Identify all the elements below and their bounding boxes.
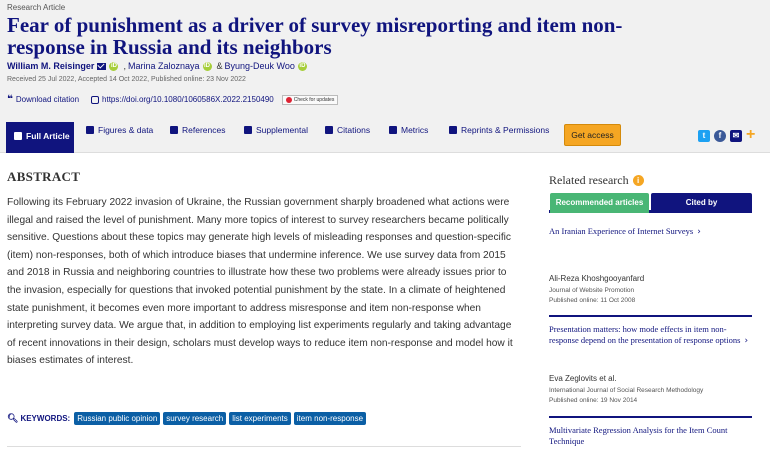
keyword-tag[interactable]: list experiments: [229, 412, 291, 425]
article-header: [0, 0, 770, 112]
keywords-label-wrap: [7, 414, 70, 424]
related-article: [549, 425, 752, 447]
author-separator: &: [216, 61, 223, 71]
related-article-title-link[interactable]: Multivariate Regression Analysis for the Item Count Technique: [549, 425, 728, 446]
tab-recommended-articles[interactable]: Recommended articles: [550, 193, 649, 213]
keyword-tag[interactable]: survey research: [163, 412, 226, 425]
related-divider: [549, 416, 752, 418]
related-article-title-link[interactable]: [549, 226, 752, 238]
related-article-date: Published online: 11 Oct 2008: [549, 297, 636, 304]
email-icon[interactable]: [97, 63, 106, 70]
info-icon[interactable]: i: [633, 175, 644, 186]
author-separator: ,: [123, 61, 126, 71]
twitter-icon[interactable]: t: [698, 130, 710, 142]
publication-dates: Received 25 Jul 2022, Accepted 14 Oct 2022, Published online: 23 Nov 2022: [7, 76, 246, 83]
tab-label: Figures & data: [98, 125, 154, 135]
orcid-icon[interactable]: iD: [110, 62, 117, 69]
document-icon: [14, 132, 22, 140]
author-link-woo[interactable]: Byung-Deuk Woo: [224, 61, 295, 71]
related-article-title-link[interactable]: [549, 324, 752, 347]
related-title-text: Presentation matters: how mode effects in item non-response depend on the presentation of response options: [549, 324, 741, 345]
tab-cited-by[interactable]: Cited by: [651, 193, 752, 213]
related-tabs: [549, 193, 752, 213]
book-icon: [170, 126, 178, 134]
search-icon: 🔍︎: [7, 413, 19, 424]
plus-square-icon: [244, 126, 252, 134]
article-tab-bar: [0, 112, 770, 153]
tab-label: Reprints & Permissions: [461, 125, 550, 135]
tab-figures-data[interactable]: [86, 125, 153, 135]
tab-label: Full Article: [26, 131, 70, 141]
abstract-heading: ABSTRACT: [7, 169, 81, 184]
email-icon[interactable]: ✉: [730, 130, 742, 142]
get-access-button[interactable]: Get access: [564, 124, 621, 146]
download-citation-label: Download citation: [15, 95, 80, 104]
related-article-author: Ali-Reza Khoshgooyanfard: [549, 274, 645, 283]
keyword-tag[interactable]: Russian public opinion: [74, 412, 160, 425]
article-title: Fear of punishment as a driver of survey misreporting and item non-response in Russia and its neighbors: [7, 13, 623, 59]
tab-full-article[interactable]: [6, 122, 74, 153]
tab-label: Supplemental: [256, 125, 308, 135]
keywords-row: [7, 412, 369, 425]
check-for-updates-button[interactable]: [282, 95, 339, 105]
tab-label: Metrics: [401, 125, 429, 135]
author-link-zaloznaya[interactable]: Marina Zaloznaya: [127, 61, 200, 71]
doi-text: https://doi.org/10.1080/1060586X.2022.2150490: [102, 95, 274, 104]
chevron-right-icon: ›: [744, 336, 749, 346]
article-type: Research Article: [7, 3, 66, 12]
keyword-tag[interactable]: item non-response: [294, 412, 366, 425]
orcid-icon[interactable]: iD: [299, 62, 306, 69]
related-article-author: Eva Zeglovits et al.: [549, 374, 617, 383]
related-article: [549, 226, 752, 238]
related-research-heading: [549, 173, 644, 188]
external-link-icon: [91, 96, 99, 104]
section-divider: [7, 446, 521, 447]
quote-icon: [325, 126, 333, 134]
tab-supplemental[interactable]: [244, 125, 308, 135]
related-divider: [549, 315, 752, 317]
chevron-right-icon: ›: [697, 227, 701, 237]
print-icon: [449, 126, 457, 134]
tab-reprints-permissions[interactable]: [449, 125, 549, 135]
tab-citations[interactable]: [325, 125, 370, 135]
abstract-text: Following its February 2022 invasion of Ukraine, the Russian government sharply broadened what actions were illegal and raised the level of punishment. Many more topics of interest to survey researchers became politically sensitive. Questions about these topics may generate high levels of misleading responses and question-specific (item) non-responses, both of which introduce biases that undermine inference. We use survey data from 2015 and 2018 in Russia and neighboring countries to illustrate how these two problems were already issues prior to the invasion, especially for questions that invoked potential punishment by the state. In a climate of heightened state punishment, it becomes even more important to address misresponse and item non-response when interpreting survey data. We argue that, in addition to employing list experiments regularly and taking advantage of recent innovations in their design, scholars must develop ways to reduce item non-response and model how it biases estimates of interest.: [7, 197, 513, 367]
citation-row: [7, 94, 338, 105]
related-article-date: Published online: 19 Nov 2014: [549, 397, 638, 404]
orcid-icon[interactable]: iD: [204, 62, 211, 69]
tab-label: Citations: [337, 125, 371, 135]
keywords-label: KEYWORDS:: [20, 414, 71, 423]
crossmark-icon: [286, 97, 292, 103]
bar-chart-icon: [389, 126, 397, 134]
doi-link[interactable]: [91, 95, 274, 104]
related-article: [549, 324, 752, 347]
related-article-meta: [549, 368, 752, 404]
image-icon: [86, 126, 94, 134]
related-heading-text: Related research: [549, 173, 629, 187]
download-citation-link[interactable]: [7, 94, 79, 105]
author-list: [7, 61, 310, 71]
related-article-meta: [549, 268, 752, 304]
related-article-journal: International Journal of Social Research Methodology: [549, 387, 704, 394]
share-more-icon[interactable]: +: [746, 126, 756, 143]
related-title-text: An Iranian Experience of Internet Surveys: [549, 226, 694, 236]
facebook-icon[interactable]: f: [714, 130, 726, 142]
quote-icon: ❝: [7, 94, 13, 105]
author-link-reisinger[interactable]: William M. Reisinger: [7, 61, 95, 71]
check-updates-label: Check for updates: [293, 96, 335, 103]
related-article-journal: Journal of Website Promotion: [549, 287, 635, 294]
tab-references[interactable]: [170, 125, 225, 135]
tab-metrics[interactable]: [389, 125, 428, 135]
tab-label: References: [182, 125, 226, 135]
